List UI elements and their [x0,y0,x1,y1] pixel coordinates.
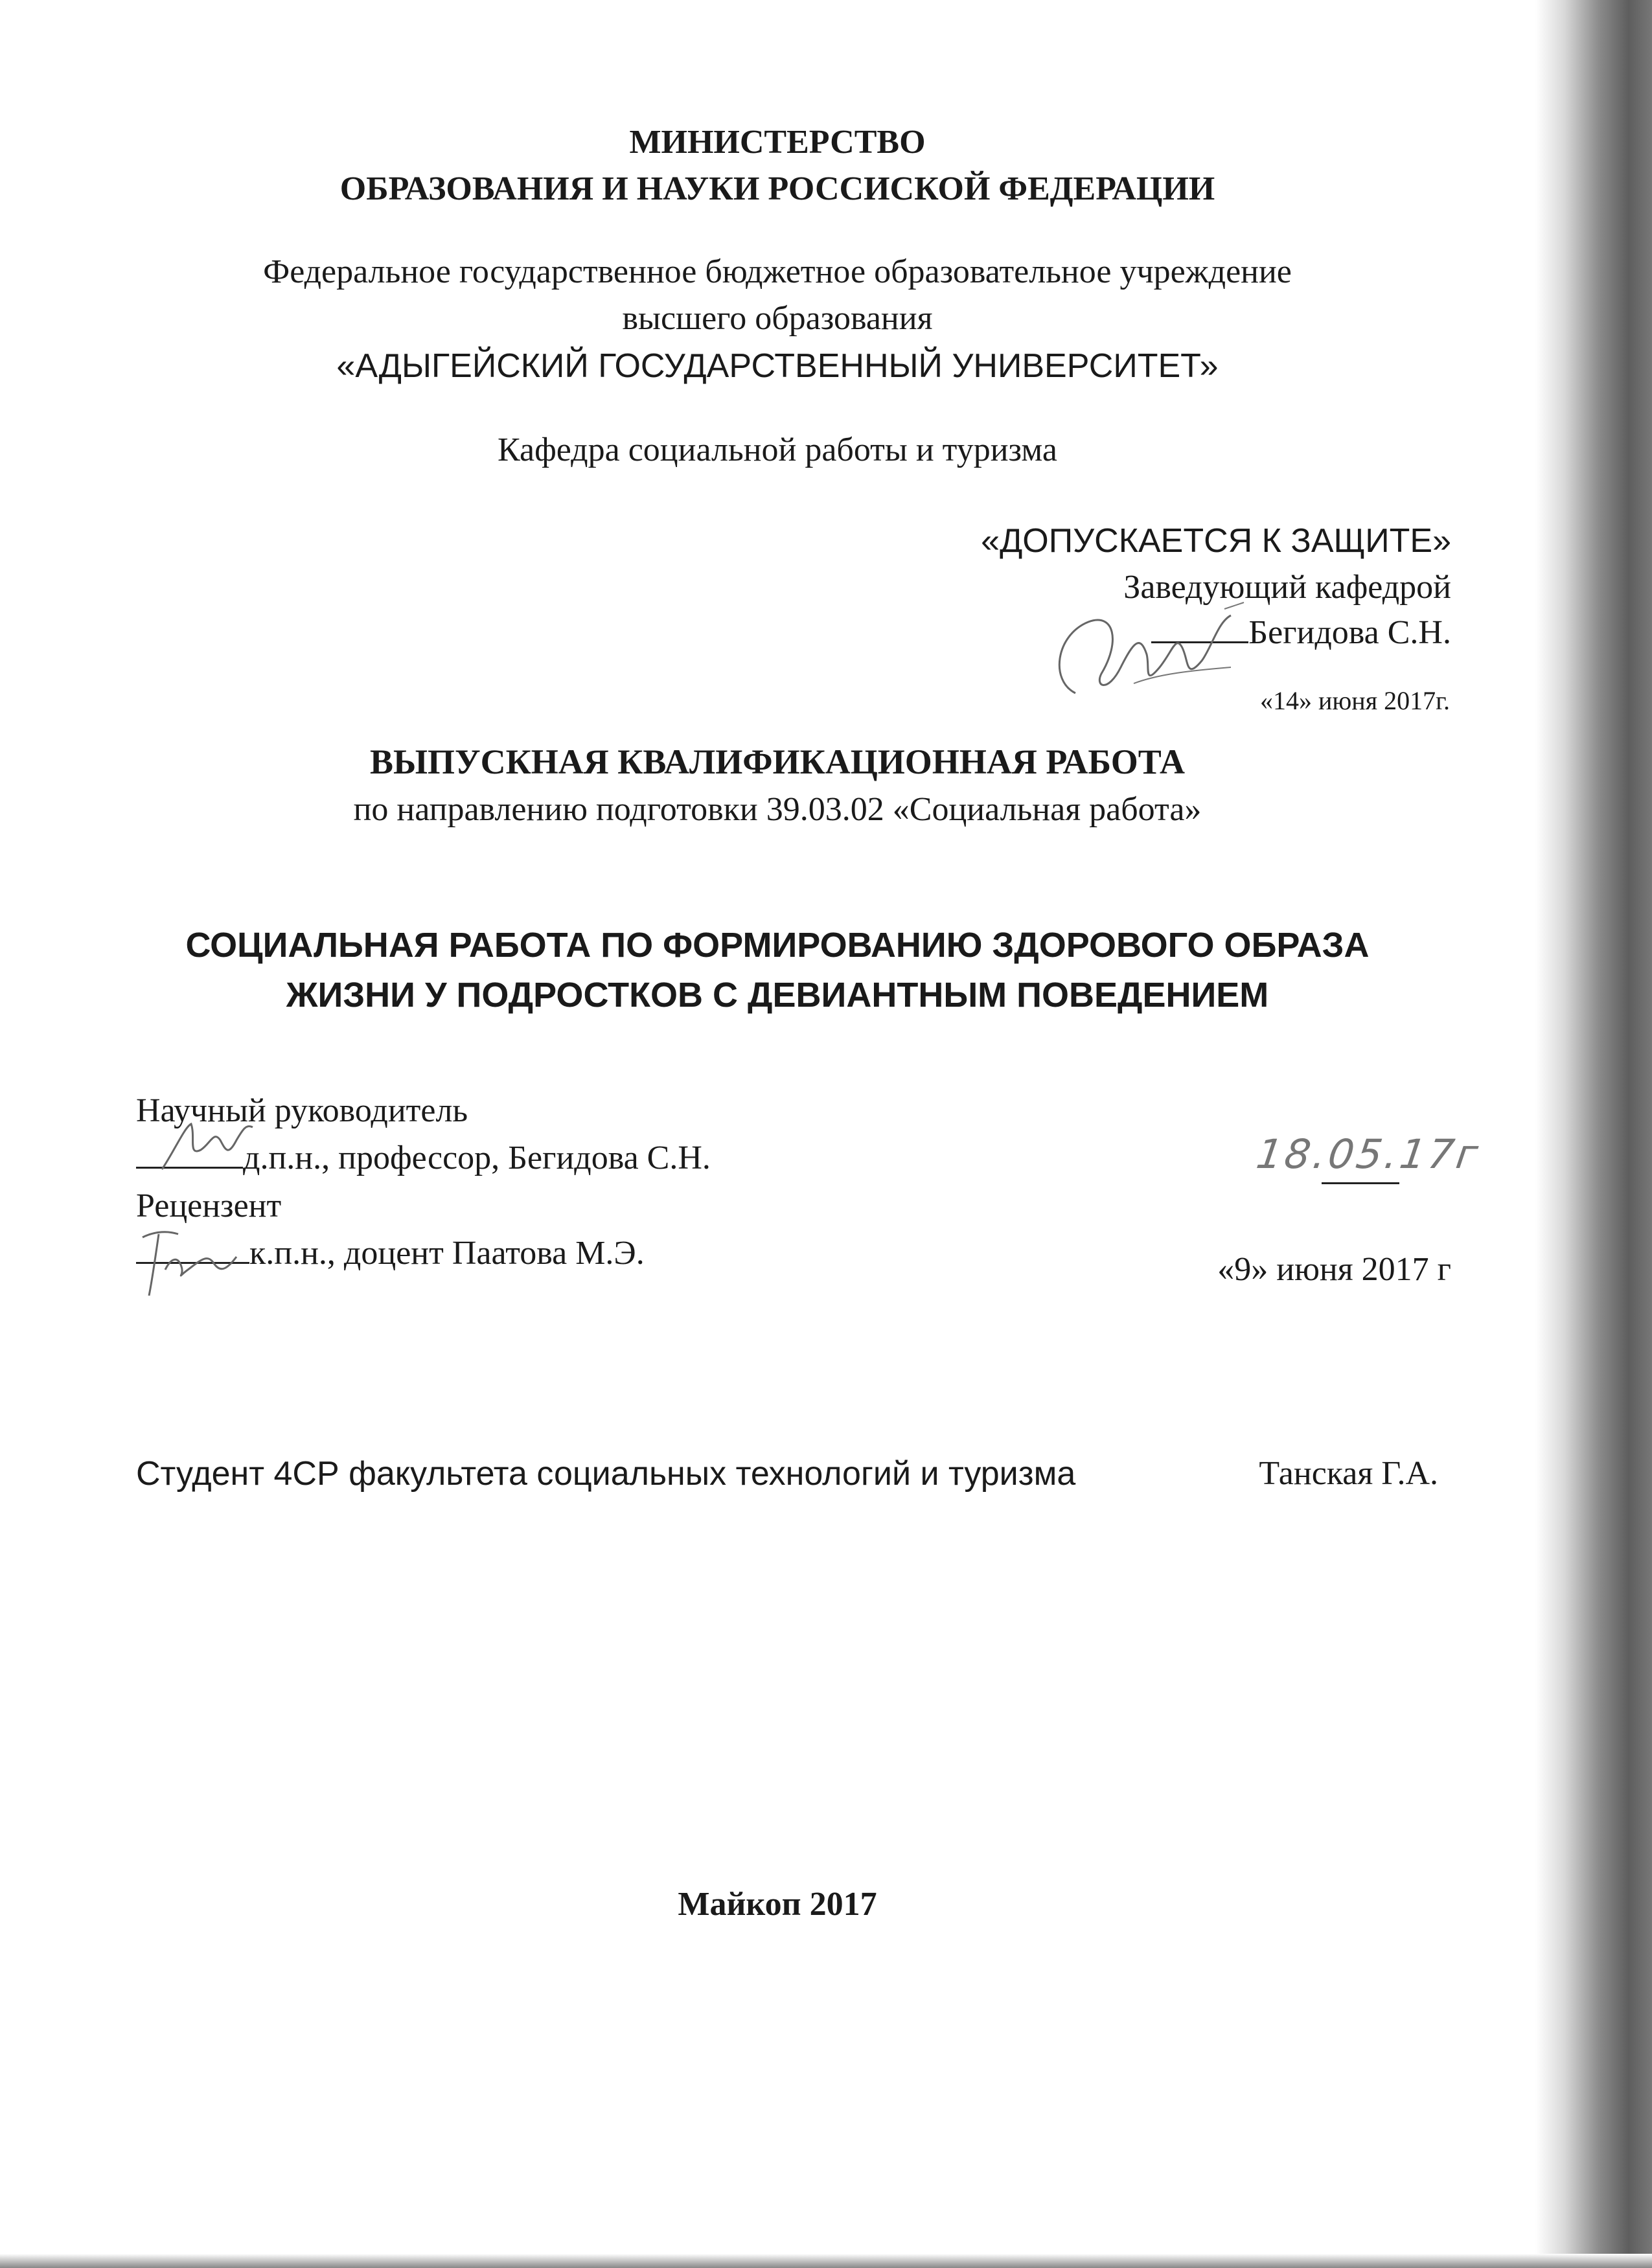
work-title-line-2: ЖИЗНИ У ПОДРОСТКОВ С ДЕВИАНТНЫМ ПОВЕДЕНИЕМ [286,976,1269,1014]
approval-name: Бегидова С.Н. [1248,614,1451,651]
reviewer-details: к.п.н., доцент Паатова М.Э. [249,1235,645,1272]
approval-date: «14» июня 2017г. [1260,686,1450,715]
ministry-line-1: МИНИСТЕРСТВО [629,124,926,161]
university-name: «АДЫГЕЙСКИЙ ГОСУДАРСТВЕННЫЙ УНИВЕРСИТЕТ» [336,347,1219,385]
approval-stamp: «ДОПУСКАЕТСЯ К ЗАЩИТЕ» [981,522,1451,560]
institution-line-2: высшего образования [622,300,933,337]
head-signature [1037,596,1283,726]
scan-edge-shadow [1535,0,1652,2268]
reviewer-signature [130,1218,259,1309]
approval-role: Заведующий кафедрой [1123,569,1451,606]
student-name: Танская Г.А. [1259,1455,1438,1492]
student-label: Студент 4СР факультета социальных технологий и туризма [136,1455,1076,1493]
institution-line-1: Федеральное государственное бюджетное образовательное учреждение [263,253,1292,290]
supervisor-signature [149,1111,279,1182]
supervisor-handwritten-date: 18.05.17г [1257,1130,1480,1178]
work-title-line-1: СОЦИАЛЬНАЯ РАБОТА ПО ФОРМИРОВАНИЮ ЗДОРОВОГО ОБРАЗА [185,926,1370,965]
work-type: ВЫПУСКНАЯ КВАЛИФИКАЦИОННАЯ РАБОТА [369,742,1186,781]
ministry-line-2: ОБРАЗОВАНИЯ И НАУКИ РОССИСКОЙ ФЕДЕРАЦИИ [339,170,1215,207]
date-underline [1322,1182,1399,1184]
work-direction: по направлению подготовки 39.03.02 «Социальная работа» [353,791,1202,828]
reviewer-date: «9» июня 2017 г [1217,1251,1451,1288]
reviewer-label: Рецензент [136,1187,282,1224]
scan-bottom-edge [0,2254,1652,2268]
supervisor-details: д.п.н., профессор, Бегидова С.Н. [243,1140,711,1176]
supervisor-label: Научный руководитель [136,1092,468,1129]
department-name: Кафедра социальной работы и туризма [498,431,1057,468]
city-year: Майкоп 2017 [678,1886,877,1923]
